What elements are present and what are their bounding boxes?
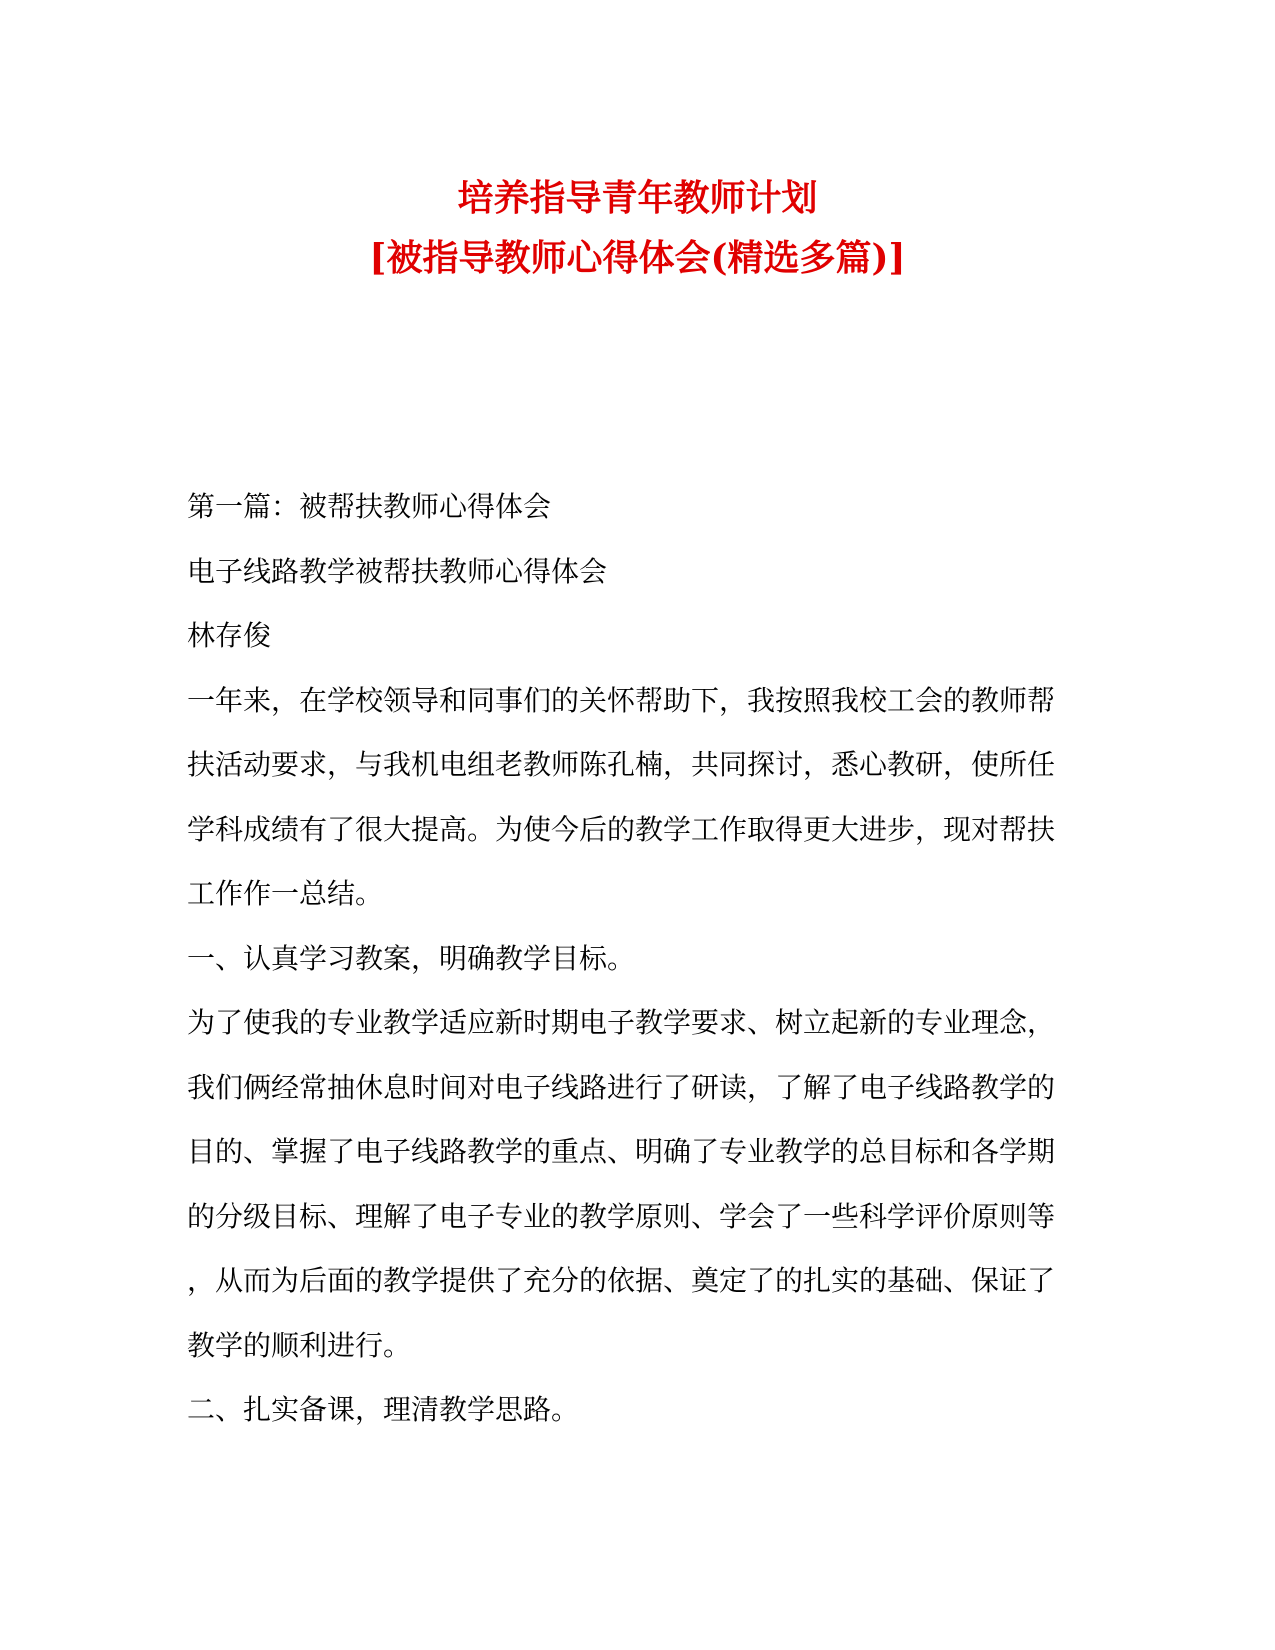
article-title: 电子线路教学被帮扶教师心得体会 (187, 554, 608, 588)
document-subtitle: [被指导教师心得体会(精选多篇)] (369, 237, 906, 279)
paragraph-line: 的分级目标、理解了电子专业的教学原则、学会了一些科学评价原则等 (187, 1199, 1056, 1233)
document-body (187, 475, 1087, 1443)
paragraph-line: 学科成绩有了很大提高。为使今后的教学工作取得更大进步，现对帮扶 (187, 812, 1056, 846)
author-name: 林存俊 (187, 619, 272, 652)
paragraph-line: 为了使我的专业教学适应新时期电子教学要求、树立起新的专业理念， (187, 1006, 1056, 1039)
subsection-heading: 二、扎实备课，理清教学思路。 (187, 1393, 580, 1426)
paragraph-line: 工作作一总结。 (187, 877, 384, 910)
paragraph-line: ，从而为后面的教学提供了充分的依据、奠定了的扎实的基础、保证了 (187, 1264, 1056, 1297)
paragraph-line: 扶活动要求，与我机电组老教师陈孔楠，共同探讨，悉心教研，使所任 (187, 748, 1056, 781)
paragraph-line: 我们俩经常抽休息时间对电子线路进行了研读，了解了电子线路教学的 (187, 1070, 1056, 1104)
subsection-heading: 一、认真学习教案，明确教学目标。 (187, 941, 636, 975)
document-title: 培养指导青年教师计划 (457, 177, 818, 219)
section-heading: 第一篇：被帮扶教师心得体会 (187, 490, 552, 523)
paragraph-line: 目的、掌握了电子线路教学的重点、明确了专业教学的总目标和各学期 (187, 1135, 1056, 1168)
paragraph-line: 教学的顺利进行。 (187, 1328, 412, 1362)
paragraph-line: 一年来，在学校领导和同事们的关怀帮助下，我按照我校工会的教师帮 (187, 683, 1056, 717)
